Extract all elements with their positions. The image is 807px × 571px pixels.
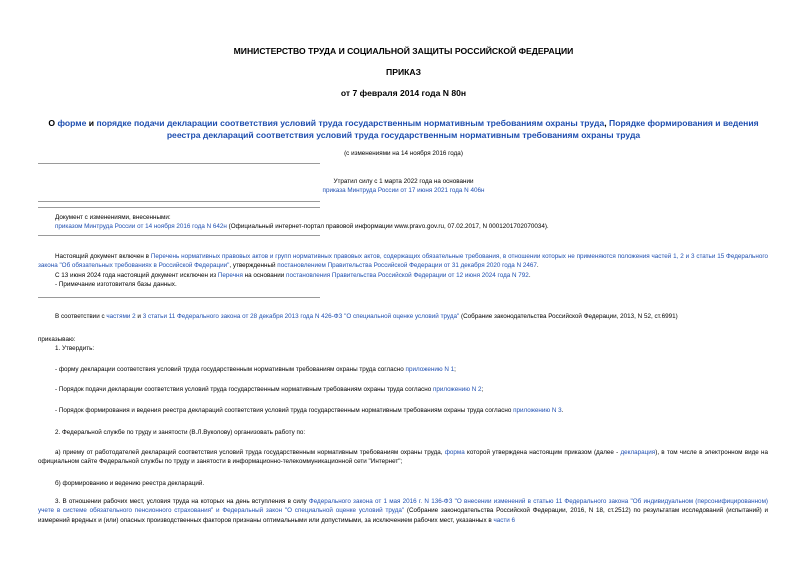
basis-paragraph — [38, 312, 768, 321]
basis-link-parts[interactable]: частями 2 — [106, 313, 136, 320]
inclusion-note — [38, 252, 768, 290]
approve-text: - форму декларации соответствия условий труда государственным нормативным требованиям охраны труда согласно — [55, 366, 406, 373]
basis-link-law[interactable]: 3 статьи 11 Федерального закона от 28 декабря 2013 года N 426-ФЗ "О специальной оценке условий труда" — [142, 313, 460, 320]
approve-text: - Порядок формирования и ведения реестра деклараций соответствия условий труда государственным нормативным требованиям охраны труда согласно — [55, 407, 514, 414]
declaration-link[interactable]: декларация — [620, 449, 656, 456]
approve-text: ; — [454, 366, 456, 373]
item-2a — [38, 448, 768, 467]
amended-note: (с изменениями на 14 ноября 2016 года) — [344, 150, 463, 157]
changes-link[interactable]: приказом Минтруда России от 14 ноября 2016 года N 642н — [55, 223, 227, 231]
divider — [38, 201, 320, 202]
changes-rest: (Официальный интернет-портал правовой информации www.pravo.gov.ru, 07.02.2017, N 0001201702070034). — [226, 223, 549, 231]
approve-procedure-line — [38, 385, 768, 394]
exclusion-paragraph — [38, 271, 768, 280]
order-date-number: от 7 февраля 2014 года N 80н — [340, 88, 467, 98]
basis-line — [38, 312, 768, 321]
order-word: приказываю: — [38, 336, 76, 343]
divider — [38, 297, 320, 298]
item-2: 2. Федеральной службе по труду и занятости (В.Л.Вуколову) организовать работу по: — [55, 429, 306, 436]
approve-text: . — [561, 407, 564, 414]
item-2a-text: которой утверждена настоящим приказом (далее - — [464, 449, 621, 456]
inclusion-paragraph — [38, 252, 768, 271]
inclusion-link-list[interactable]: Перечень нормативных правовых актов и групп нормативных правовых актов, содержащих обязательные требования, в отношении которых не применяются положения частей 1, 2 и 3 статьи 15 Федерального закона "Об обязательных требованиях в Российской Федерации" — [38, 253, 768, 270]
item-2a-text: ), в том числе в электронном виде на официальном сайте Федеральной службы по труду и занятости в информационно-телекоммуникационной сети "Интернет"; — [38, 449, 768, 466]
item-2a-text: а) приему от работодателей деклараций соответствия условий труда государственным нормативным требованиям охраны труда, — [55, 449, 445, 456]
divider — [38, 207, 320, 208]
part-6-link[interactable]: части 6 — [493, 516, 516, 524]
item-3-text: (Собрание законодательства Российской Федерации, 2016, N 18, ст.2512) по результатам исследований (испытаний) и измерений вредных и (или) опасных производственных факторов признаны оптимальными или допустимыми, за исключением рабочих мест, указанных в — [38, 507, 768, 524]
lost-force-link[interactable]: приказа Минтруда России от 17 июня 2021 года N 406н — [322, 187, 485, 194]
approve-text: - Порядок подачи декларации соответствия условий труда государственным нормативным требованиям охраны труда согласно — [55, 386, 433, 393]
changes-line — [38, 222, 768, 231]
order-title — [40, 117, 767, 141]
title-text: О — [48, 118, 58, 128]
approve-form-line — [38, 365, 768, 374]
appendix-1-link[interactable]: приложению N 1 — [405, 366, 455, 373]
appendix-2-link[interactable]: приложению N 2 — [432, 386, 482, 393]
basis-text: и — [135, 313, 143, 320]
item-2b: б) формированию и ведению реестра деклараций. — [55, 480, 205, 487]
changes-heading: Документ с изменениями, внесенными: — [55, 214, 171, 221]
title-text: , — [604, 118, 610, 128]
title-text: и — [86, 118, 97, 128]
basis-text: В соответствии с — [55, 313, 107, 320]
form-link[interactable]: форма — [444, 449, 465, 456]
federal-law-136-link[interactable]: Федерального закона от 1 мая 2016 г. N 136-ФЗ "О внесении изменений в статью 11 Федерального закона "Об индивидуальном (персонифицированном) учете в системе обязательного пенсионного страхования" и Федеральный закон "О специальной оценке условий труда" — [38, 498, 768, 515]
title-link-procedure[interactable]: порядке подачи декларации соответствия условий труда государственным нормативным требованиям охраны труда — [96, 118, 605, 128]
doc-type-heading: ПРИКАЗ — [386, 67, 421, 77]
inclusion-link-decree[interactable]: постановлением Правительства Российской Федерации от 31 декабря 2020 года N 2467 — [277, 262, 537, 270]
lost-force-line: Утратил силу с 1 марта 2022 года на основании — [333, 178, 474, 185]
item-1: 1. Утвердить: — [55, 345, 95, 352]
divider — [38, 163, 320, 164]
exclusion-text: на основании — [242, 271, 287, 279]
approve-registry-line — [38, 406, 768, 415]
exclusion-text: С 13 июня 2024 года настоящий документ исключен из — [55, 271, 218, 279]
inclusion-text: . — [536, 262, 539, 270]
changes-block — [38, 213, 768, 232]
ministry-heading: МИНИСТЕРСТВО ТРУДА И СОЦИАЛЬНОЙ ЗАЩИТЫ РОССИЙСКОЙ ФЕДЕРАЦИИ — [233, 46, 574, 56]
title-link-registry[interactable]: Порядке формирования и ведения реестра деклараций соответствия условий труда государственным нормативным требованиям охраны труда — [166, 118, 759, 140]
item-3 — [38, 497, 768, 525]
exclusion-link-decree[interactable]: постановления Правительства Российской Федерации от 12 июня 2024 года N 792 — [286, 271, 529, 279]
exclusion-link-list[interactable]: Перечня — [217, 271, 243, 279]
appendix-3-link[interactable]: приложению N 3 — [513, 407, 562, 414]
approve-text: ; — [481, 386, 484, 393]
title-link-form[interactable]: форме — [57, 118, 87, 128]
exclusion-text: . — [528, 271, 531, 279]
inclusion-text: Настоящий документ включен в — [55, 253, 151, 260]
inclusion-text: , утвержденный — [229, 262, 278, 270]
divider — [38, 235, 320, 236]
basis-text: (Собрание законодательства Российской Федерации, 2013, N 52, ст.6991) — [459, 313, 678, 320]
item-3-text: 3. В отношении рабочих мест, условия труда на которых на день вступления в силу — [55, 498, 309, 505]
editor-note: - Примечание изготовителя базы данных. — [55, 281, 177, 289]
